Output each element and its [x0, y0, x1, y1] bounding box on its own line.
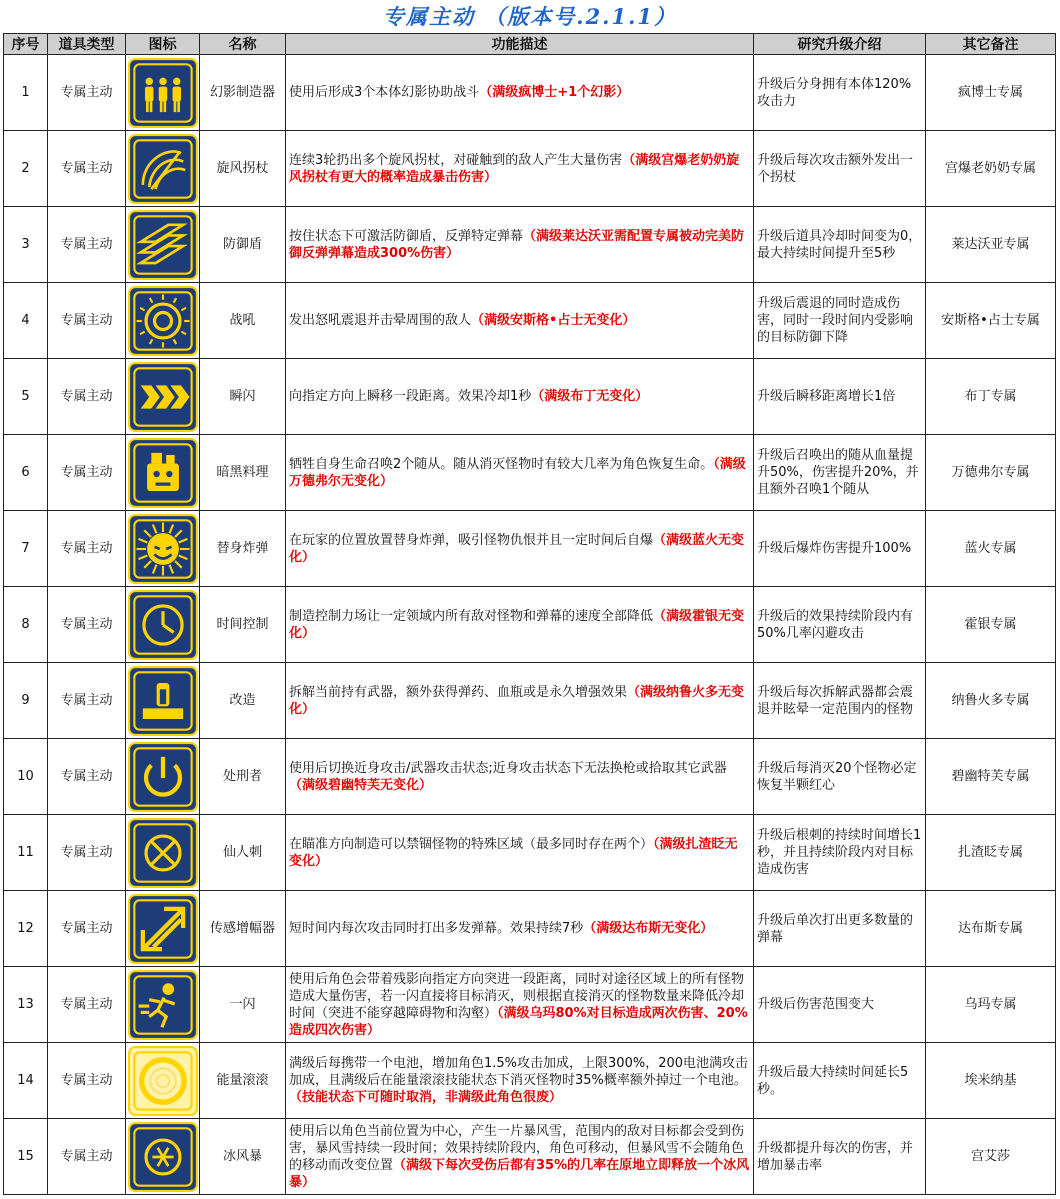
table-body	[4, 55, 1056, 1195]
other-note: 达布斯专属	[926, 891, 1056, 967]
item-description	[286, 891, 754, 967]
description-text: 短时间内每次攻击同时打出多发弹幕。效果持续7秒	[289, 921, 584, 936]
other-note: 埃米纳基	[926, 1043, 1056, 1119]
item-description	[286, 55, 754, 131]
item-description	[286, 739, 754, 815]
upgrade-info: 升级后最大持续时间延长5秒。	[754, 1043, 926, 1119]
description-text: 使用后切换近身攻击/武器攻击状态;近身攻击状态下无法换枪或拾取其它武器	[289, 760, 727, 776]
dark-cooking-icon	[126, 438, 199, 508]
item-name: 替身炸弹	[200, 511, 286, 587]
table-header-row	[4, 34, 1056, 55]
upgrade-info: 升级后每次攻击额外发出一个拐杖	[754, 131, 926, 207]
header-name: 名称	[200, 34, 286, 55]
max-level-note: （满级安斯格•占士无变化）	[471, 313, 636, 328]
other-note: 万德弗尔专属	[926, 435, 1056, 511]
header-desc: 功能描述	[286, 34, 754, 55]
table-row	[4, 207, 1056, 283]
table-row	[4, 967, 1056, 1043]
row-number: 9	[4, 663, 48, 739]
max-level-note: （满级疯博士+1个幻影）	[479, 85, 630, 100]
item-name: 旋风拐杖	[200, 131, 286, 207]
amplifier-arrow-icon	[126, 894, 199, 964]
row-number: 1	[4, 55, 48, 131]
item-type: 专属主动	[48, 435, 126, 511]
item-icon-cell	[126, 207, 200, 283]
description-text: 在瞄准方向制造可以禁锢怪物的特殊区域（最多同时存在两个）	[289, 836, 654, 852]
roar-ring-icon	[126, 286, 199, 356]
item-type: 专属主动	[48, 131, 126, 207]
item-icon-cell	[126, 891, 200, 967]
item-name: 一闪	[200, 967, 286, 1043]
item-icon-cell	[126, 815, 200, 891]
description-text: 按住状态下可激活防御盾，反弹特定弹幕	[289, 228, 524, 244]
item-icon-cell	[126, 283, 200, 359]
upgrade-info: 升级后震退的同时造成伤害，同时一段时间内受影响的目标防御下降	[754, 283, 926, 359]
table-row	[4, 435, 1056, 511]
max-level-note: （满级霍银无变化）	[289, 608, 745, 641]
table-row	[4, 511, 1056, 587]
item-type: 专属主动	[48, 967, 126, 1043]
table-row	[4, 359, 1056, 435]
description-text: 连续3轮扔出多个旋风拐杖，对碰触到的敌人产生大量伤害	[289, 152, 623, 168]
item-type: 专属主动	[48, 1119, 126, 1195]
description-text: 制造控制力场让一定领域内所有敌对怪物和弹幕的速度全部降低	[289, 608, 654, 624]
max-level-note: （满级下每次受伤后都有35%的几率在原地立即释放一个冰风暴）	[289, 1157, 750, 1190]
header-type: 道具类型	[48, 34, 126, 55]
item-type: 专属主动	[48, 207, 126, 283]
description-text: 发出怒吼震退并击晕周围的敌人	[289, 313, 472, 328]
power-switch-icon	[126, 742, 199, 812]
item-type: 专属主动	[48, 739, 126, 815]
item-name: 处刑者	[200, 739, 286, 815]
table-row	[4, 587, 1056, 663]
row-number: 7	[4, 511, 48, 587]
row-number: 10	[4, 739, 48, 815]
table-row	[4, 55, 1056, 131]
other-note: 乌玛专属	[926, 967, 1056, 1043]
item-type: 专属主动	[48, 359, 126, 435]
table-row	[4, 1119, 1056, 1195]
item-name: 幻影制造器	[200, 55, 286, 131]
item-description	[286, 283, 754, 359]
upgrade-info: 升级后每次拆解武器都会震退并眩晕一定范围内的怪物	[754, 663, 926, 739]
row-number: 11	[4, 815, 48, 891]
description-text: 使用后形成3个本体幻影协助战斗	[289, 85, 480, 100]
item-icon-cell	[126, 435, 200, 511]
upgrade-info: 升级后根刺的持续时间增长1秒，并且持续阶段内对目标造成伤害	[754, 815, 926, 891]
table-row	[4, 739, 1056, 815]
other-note: 碧幽特芙专属	[926, 739, 1056, 815]
upgrade-info: 升级后道具冷却时间变为0，最大持续时间提升至5秒	[754, 207, 926, 283]
item-type: 专属主动	[48, 55, 126, 131]
upgrade-info: 升级后的效果持续阶段内有50%几率闪避攻击	[754, 587, 926, 663]
item-description	[286, 967, 754, 1043]
max-level-note: （满级宫爆老奶奶旋风拐杖有更大的概率造成暴击伤害）	[289, 152, 740, 185]
row-number: 3	[4, 207, 48, 283]
item-name: 传感增幅器	[200, 891, 286, 967]
running-man-icon	[126, 970, 199, 1040]
item-type: 专属主动	[48, 587, 126, 663]
max-level-note: （满级碧幽特芙无变化）	[289, 777, 433, 793]
upgrade-info: 升级后伤害范围变大	[754, 967, 926, 1043]
disassemble-icon	[126, 666, 199, 736]
table-row	[4, 283, 1056, 359]
crosshair-icon	[126, 818, 199, 888]
item-description	[286, 1119, 754, 1195]
upgrade-info: 升级后瞬移距离增长1倍	[754, 359, 926, 435]
item-description	[286, 435, 754, 511]
item-icon-cell	[126, 359, 200, 435]
max-level-note: （满级布丁无变化）	[531, 389, 649, 404]
item-icon-cell	[126, 739, 200, 815]
item-type: 专属主动	[48, 511, 126, 587]
row-number: 12	[4, 891, 48, 967]
max-level-note: （满级扎渣眨无变化）	[289, 836, 738, 869]
item-name: 能量滚滚	[200, 1043, 286, 1119]
other-note: 疯博士专属	[926, 55, 1056, 131]
header-upgrade: 研究升级介绍	[754, 34, 926, 55]
description-text: 向指定方向上瞬移一段距离。效果冷却1秒	[289, 389, 532, 404]
item-description	[286, 1043, 754, 1119]
table-row	[4, 131, 1056, 207]
max-level-note: （技能状态下可随时取消，非满级此角色很废）	[289, 1090, 563, 1105]
other-note: 宫爆老奶奶专属	[926, 131, 1056, 207]
item-icon-cell	[126, 1043, 200, 1119]
item-type: 专属主动	[48, 815, 126, 891]
table-row	[4, 815, 1056, 891]
description-text: 牺牲自身生命召唤2个随从。随从消灭怪物时有较大几率为角色恢复生命。	[289, 456, 714, 472]
item-name: 冰风暴	[200, 1119, 286, 1195]
item-description	[286, 511, 754, 587]
item-description	[286, 131, 754, 207]
dash-chevrons-icon	[126, 362, 199, 432]
upgrade-info: 升级后爆炸伤害提升100%	[754, 511, 926, 587]
description-text: 使用后角色会带着残影向指定方向突进一段距离，同时对途径区域上的所有怪物造成大量伤害，若一闪直接将目标消灭，则根据直接消灭的怪物数量来降低冷却时间（突进不能穿越障碍物和沟壑）	[289, 971, 745, 1021]
other-note: 莱达沃亚专属	[926, 207, 1056, 283]
item-icon-cell	[126, 55, 200, 131]
description-text: 满级后每携带一个电池，增加角色1.5%攻击加成，上限300%，200电池满攻击加成，且满级后在能量滚滚技能状态下消灭怪物时35%概率额外掉过一个电池。	[289, 1056, 749, 1088]
row-number: 15	[4, 1119, 48, 1195]
max-level-note: （满级万德弗尔无变化）	[289, 456, 746, 489]
snowflake-icon	[126, 1122, 199, 1192]
upgrade-info: 升级后单次打出更多数量的弹幕	[754, 891, 926, 967]
item-name: 改造	[200, 663, 286, 739]
decoy-bomb-icon	[126, 514, 199, 584]
other-note: 安斯格•占士专属	[926, 283, 1056, 359]
upgrade-info: 升级后每消灭20个怪物必定恢复半颗红心	[754, 739, 926, 815]
header-icon: 图标	[126, 34, 200, 55]
row-number: 5	[4, 359, 48, 435]
item-name: 防御盾	[200, 207, 286, 283]
row-number: 2	[4, 131, 48, 207]
other-note: 扎渣眨专属	[926, 815, 1056, 891]
item-icon-cell	[126, 131, 200, 207]
table-row	[4, 891, 1056, 967]
other-note: 宫艾莎	[926, 1119, 1056, 1195]
item-name: 瞬闪	[200, 359, 286, 435]
header-no: 序号	[4, 34, 48, 55]
table-row	[4, 663, 1056, 739]
max-level-note: （满级蓝火无变化）	[289, 532, 745, 565]
other-note: 纳鲁火多专属	[926, 663, 1056, 739]
item-table	[3, 33, 1056, 1195]
clone-people-icon	[126, 58, 199, 128]
other-note: 蓝火专属	[926, 511, 1056, 587]
upgrade-info: 升级后召唤出的随从血量提升50%，伤害提升20%，并且额外召唤1个随从	[754, 435, 926, 511]
description-text: 拆解当前持有武器，额外获得弹药、血瓶或是永久增强效果	[289, 684, 628, 700]
item-icon-cell	[126, 1119, 200, 1195]
table-row	[4, 1043, 1056, 1119]
item-type: 专属主动	[48, 1043, 126, 1119]
item-description	[286, 207, 754, 283]
item-description	[286, 359, 754, 435]
item-description	[286, 815, 754, 891]
whirlwind-cane-icon	[126, 134, 199, 204]
shield-layers-icon	[126, 210, 199, 280]
item-icon-cell	[126, 587, 200, 663]
clock-icon	[126, 590, 199, 660]
max-level-note: （满级乌玛80%对目标造成两次伤害、20%造成四次伤害）	[289, 1005, 748, 1038]
item-name: 暗黑料理	[200, 435, 286, 511]
row-number: 8	[4, 587, 48, 663]
item-icon-cell	[126, 663, 200, 739]
row-number: 4	[4, 283, 48, 359]
page-title: 专属主动 （版本号.2.1.1）	[382, 4, 678, 29]
item-icon-cell	[126, 511, 200, 587]
other-note: 霍银专属	[926, 587, 1056, 663]
item-icon-cell	[126, 967, 200, 1043]
max-level-note: （满级达布斯无变化）	[583, 921, 714, 936]
item-type: 专属主动	[48, 663, 126, 739]
row-number: 14	[4, 1043, 48, 1119]
header-note: 其它备注	[926, 34, 1056, 55]
row-number: 13	[4, 967, 48, 1043]
description-text: 使用后以角色当前位置为中心，产生一片暴风雪，范围内的敌对目标都会受到伤害，暴风雪持续一段时间；效果持续阶段内，角色可移动，但暴风雪不会随角色的移动而改变位置	[289, 1123, 745, 1173]
other-note: 布丁专属	[926, 359, 1056, 435]
item-name: 战吼	[200, 283, 286, 359]
item-description	[286, 587, 754, 663]
upgrade-info: 升级后分身拥有本体120%攻击力	[754, 55, 926, 131]
item-type: 专属主动	[48, 283, 126, 359]
description-text: 在玩家的位置放置替身炸弹，吸引怪物仇恨并且一定时间后自爆	[289, 532, 654, 548]
item-name: 时间控制	[200, 587, 286, 663]
item-name: 仙人刺	[200, 815, 286, 891]
energy-wheel-icon	[126, 1046, 199, 1116]
upgrade-info: 升级都提升每次的伤害，并增加暴击率	[754, 1119, 926, 1195]
row-number: 6	[4, 435, 48, 511]
max-level-note: （满级纳鲁火多无变化）	[289, 684, 745, 717]
item-type: 专属主动	[48, 891, 126, 967]
max-level-note: （满级莱达沃亚需配置专属被动完美防御反弹弹幕造成300%伤害）	[289, 228, 745, 261]
item-description	[286, 663, 754, 739]
